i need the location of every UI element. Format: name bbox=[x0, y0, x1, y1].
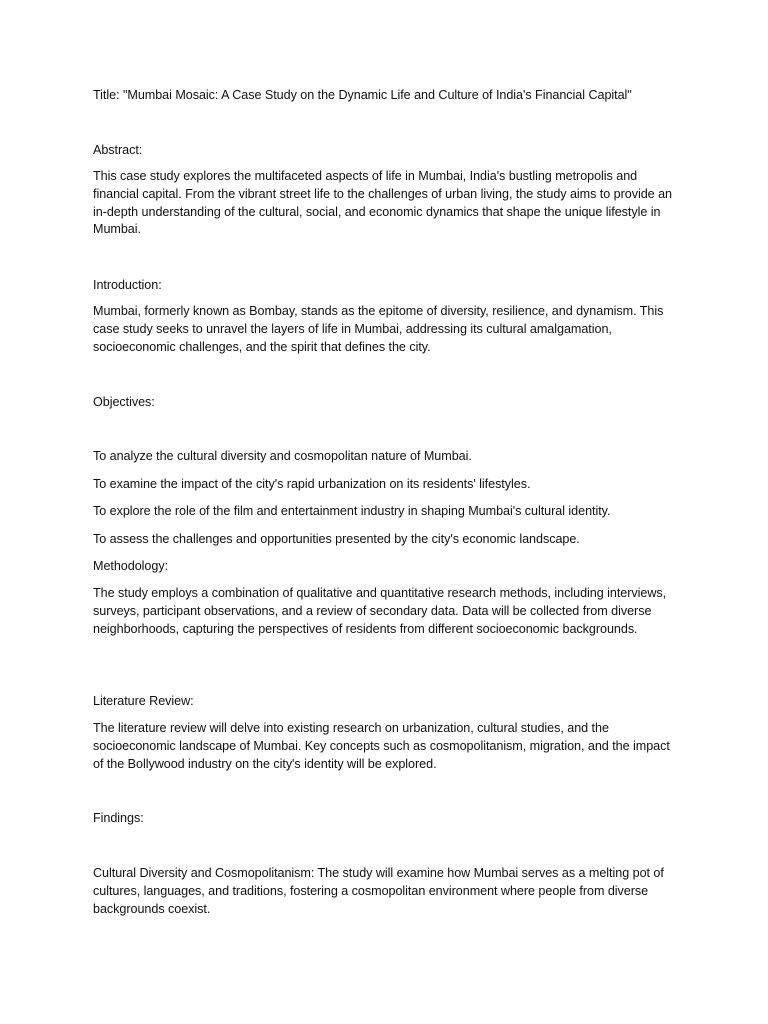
literature-review-heading: Literature Review: bbox=[93, 694, 194, 708]
introduction-heading: Introduction: bbox=[93, 278, 162, 292]
document-title: Title: "Mumbai Mosaic: A Case Study on the Dynamic Life and Culture of India's Financial Capital" bbox=[93, 88, 632, 102]
methodology-body: The study employs a combination of qualitative and quantitative research methods, including interviews, surveys, participant observations, and a review of secondary data. Data will be collected from diverse neighborhoods, capturing the perspectives of residents from different socioeconomic backgrounds. bbox=[93, 586, 667, 636]
introduction-body: Mumbai, formerly known as Bombay, stands as the epitome of diversity, resilience, and dynamism. This case study seeks to unravel the layers of life in Mumbai, addressing its cultural amalgamation, socioeconomic challenges, and the spirit that defines the city. bbox=[93, 304, 664, 354]
findings-body: Cultural Diversity and Cosmopolitanism: The study will examine how Mumbai serves as a melting pot of cultures, languages, and traditions, fostering a cosmopolitan environment where people from diverse backgrounds coexist. bbox=[93, 866, 664, 916]
findings-heading: Findings: bbox=[93, 811, 144, 825]
abstract-heading: Abstract: bbox=[93, 143, 143, 157]
objective-item: To explore the role of the film and entertainment industry in shaping Mumbai's cultural identity. bbox=[93, 504, 611, 518]
objective-item: To analyze the cultural diversity and cosmopolitan nature of Mumbai. bbox=[93, 449, 472, 463]
objective-item: To assess the challenges and opportunities presented by the city's economic landscape. bbox=[93, 532, 580, 546]
literature-review-body: The literature review will delve into existing research on urbanization, cultural studies, and the socioeconomic landscape of Mumbai. Key concepts such as cosmopolitanism, migration, and the impact of the Bollywood industry on the city's identity will be explored. bbox=[93, 721, 670, 771]
objectives-heading: Objectives: bbox=[93, 395, 155, 409]
objective-item: To examine the impact of the city's rapid urbanization on its residents' lifestyles. bbox=[93, 477, 531, 491]
abstract-body: This case study explores the multifaceted aspects of life in Mumbai, India's bustling metropolis and financial capital. From the vibrant street life to the challenges of urban living, the study aims to provide an in-depth understanding of the cultural, social, and economic dynamics that shape the unique lifestyle in Mumbai. bbox=[93, 169, 672, 237]
methodology-heading: Methodology: bbox=[93, 559, 169, 573]
